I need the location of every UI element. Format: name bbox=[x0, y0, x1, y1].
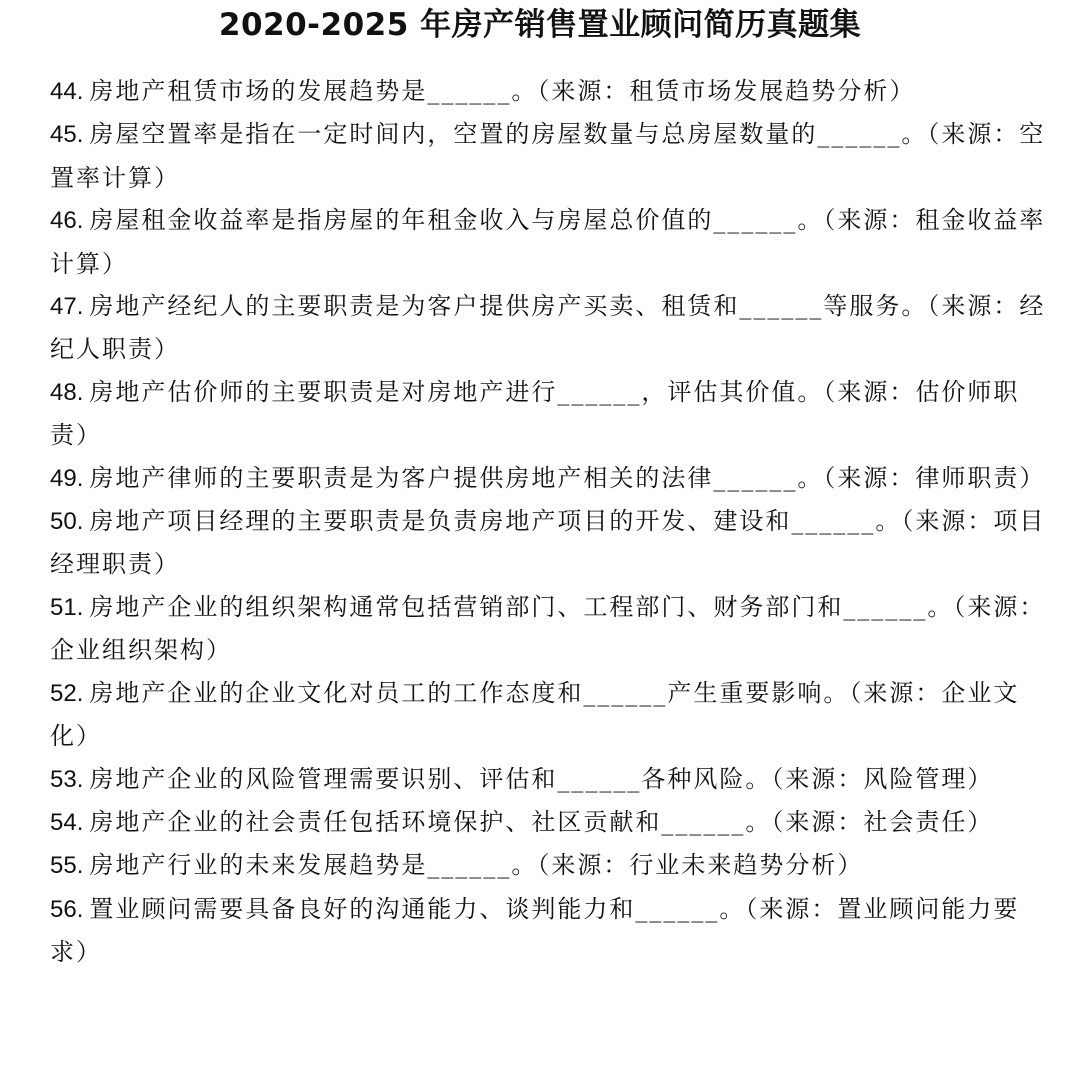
question-item bbox=[50, 758, 1050, 801]
question-number: 56. bbox=[50, 895, 84, 923]
question-text: 房地产企业的组织架构通常包括营销部门、工程部门、财务部门和______。（来源：企业组织架构） bbox=[50, 592, 1046, 665]
question-text: 房地产租赁市场的发展趋势是______。（来源：租赁市场发展趋势分析） bbox=[89, 77, 916, 105]
document-title: 2020-2025 年房产销售置业顾问简历真题集 bbox=[218, 7, 862, 43]
question-number: 52. bbox=[50, 679, 84, 707]
question-number: 49. bbox=[50, 464, 84, 492]
question-number: 53. bbox=[50, 765, 84, 793]
question-number: 51. bbox=[50, 593, 84, 621]
question-text: 房地产估价师的主要职责是对房地产进行______，评估其价值。（来源：估价师职责） bbox=[50, 377, 1020, 450]
question-number: 55. bbox=[50, 852, 84, 880]
question-item bbox=[50, 801, 1050, 844]
question-list bbox=[50, 70, 1050, 974]
question-text: 房地产经纪人的主要职责是为客户提供房产买卖、租赁和______等服务。（来源：经纪人职责） bbox=[50, 292, 1046, 364]
question-number: 54. bbox=[50, 808, 84, 836]
question-number: 46. bbox=[50, 207, 84, 235]
question-item bbox=[50, 888, 1050, 974]
question-text: 房地产行业的未来发展趋势是______。（来源：行业未来趋势分析） bbox=[89, 851, 864, 880]
question-text: 置业顾问需要具备良好的沟通能力、谈判能力和______。（来源：置业顾问能力要求） bbox=[50, 894, 1020, 967]
question-item bbox=[50, 844, 1050, 887]
question-item bbox=[50, 371, 1050, 457]
question-text: 房地产项目经理的主要职责是负责房地产项目的开发、建设和______。（来源：项目经理职责） bbox=[50, 507, 1046, 579]
question-item bbox=[50, 672, 1050, 758]
question-item bbox=[50, 113, 1050, 199]
question-item bbox=[50, 500, 1050, 586]
question-number: 44. bbox=[50, 78, 84, 105]
question-text: 房地产律师的主要职责是为客户提供房地产相关的法律______。（来源：律师职责） bbox=[89, 463, 1046, 492]
question-number: 50. bbox=[50, 508, 84, 536]
question-number: 45. bbox=[50, 121, 84, 149]
question-text: 房屋租金收益率是指房屋的年租金收入与房屋总价值的______。（来源：租金收益率计算） bbox=[50, 206, 1046, 278]
question-item bbox=[50, 457, 1050, 500]
question-text: 房地产企业的社会责任包括环境保护、社区贡献和______。（来源：社会责任） bbox=[89, 807, 994, 836]
question-item bbox=[50, 586, 1050, 672]
question-text: 房屋空置率是指在一定时间内，空置的房屋数量与总房屋数量的______。（来源：空置率计算） bbox=[50, 120, 1046, 192]
question-number: 48. bbox=[50, 378, 84, 406]
question-item bbox=[50, 285, 1050, 371]
question-text: 房地产企业的风险管理需要识别、评估和______各种风险。（来源：风险管理） bbox=[89, 764, 994, 793]
question-item bbox=[50, 70, 1050, 113]
question-item bbox=[50, 199, 1050, 285]
question-text: 房地产企业的企业文化对员工的工作态度和______产生重要影响。（来源：企业文化） bbox=[50, 678, 1020, 751]
question-number: 47. bbox=[50, 293, 84, 321]
